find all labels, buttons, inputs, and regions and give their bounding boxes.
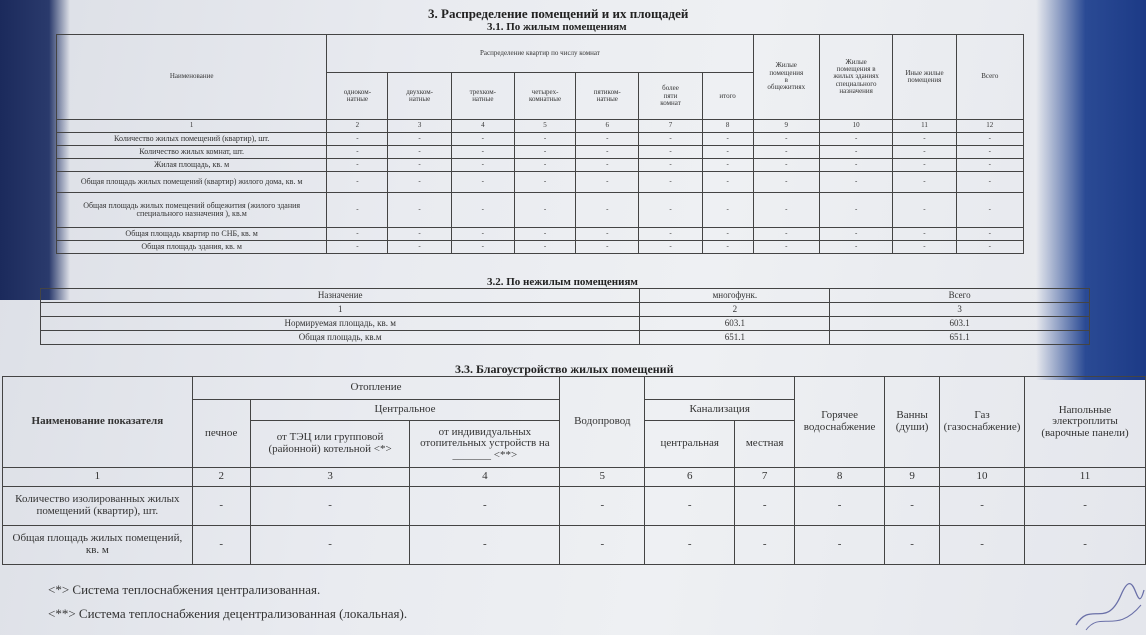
cell-value: - bbox=[576, 146, 639, 159]
cell-value: - bbox=[639, 133, 702, 146]
cell-value: - bbox=[639, 159, 702, 172]
cell-value: - bbox=[451, 228, 514, 241]
cell-value: - bbox=[795, 526, 885, 565]
column-numbers-row bbox=[57, 120, 1024, 133]
cell-value: - bbox=[250, 526, 410, 565]
column-number: 11 bbox=[893, 120, 956, 133]
column-number: 9 bbox=[885, 468, 940, 487]
cell-value: - bbox=[639, 193, 702, 228]
hot-water-header: Горячее водоснабжение bbox=[795, 377, 885, 468]
cell-value: - bbox=[956, 193, 1023, 228]
cell-value: - bbox=[327, 228, 388, 241]
cell-value: - bbox=[956, 146, 1023, 159]
table3-title: 3.3. Благоустройство жилых помещений bbox=[455, 362, 674, 376]
cell-value: - bbox=[451, 146, 514, 159]
rooms-header: двухком- натные bbox=[388, 73, 451, 120]
cell-value: - bbox=[819, 172, 892, 193]
cell-value: - bbox=[819, 241, 892, 254]
row-label: Жилая площадь, кв. м bbox=[57, 159, 327, 172]
cell-value: - bbox=[639, 241, 702, 254]
cell-value: - bbox=[514, 146, 575, 159]
cell-value: - bbox=[885, 526, 940, 565]
footnote-central: <*> Система теплоснабжения централизованная. bbox=[48, 582, 321, 597]
cell-value: - bbox=[735, 487, 795, 526]
cell-value: - bbox=[514, 133, 575, 146]
sewer-header-spacer bbox=[645, 377, 795, 400]
column-number: 6 bbox=[576, 120, 639, 133]
cell-value: - bbox=[410, 526, 560, 565]
table-row bbox=[57, 172, 1024, 193]
sewer-central-header: центральная bbox=[645, 421, 735, 468]
table-row bbox=[3, 526, 1146, 565]
cell-value: - bbox=[639, 172, 702, 193]
column-number: 10 bbox=[940, 468, 1025, 487]
nonresidential-table bbox=[40, 288, 1090, 345]
row-label: Общая площадь здания, кв. м bbox=[57, 241, 327, 254]
column-number: 1 bbox=[3, 468, 193, 487]
cell-value: - bbox=[819, 228, 892, 241]
cell-value: - bbox=[735, 526, 795, 565]
cell-value: - bbox=[327, 172, 388, 193]
cell-value: - bbox=[702, 146, 753, 159]
water-header: Водопровод bbox=[560, 377, 645, 468]
cell-value: - bbox=[893, 133, 956, 146]
amenities-table bbox=[2, 376, 1146, 565]
special-header: Жилые помещения в жилых зданиях специального назначения bbox=[819, 35, 892, 120]
cell-value: - bbox=[388, 172, 451, 193]
cell-value: - bbox=[192, 526, 250, 565]
rooms-header: более пяти комнат bbox=[639, 73, 702, 120]
cell-value: - bbox=[893, 193, 956, 228]
cell-value: - bbox=[451, 193, 514, 228]
cell-value: - bbox=[451, 241, 514, 254]
cell-value: - bbox=[702, 241, 753, 254]
residential-table bbox=[56, 34, 1024, 254]
cell-value: - bbox=[576, 228, 639, 241]
rooms-header: одноком- натные bbox=[327, 73, 388, 120]
cell-value: - bbox=[753, 193, 819, 228]
section-title: 3. Распределение помещений и их площадей bbox=[428, 6, 689, 21]
column-number: 4 bbox=[410, 468, 560, 487]
cell-value: - bbox=[702, 172, 753, 193]
rooms-header: итого bbox=[702, 73, 753, 120]
cell-value: - bbox=[893, 146, 956, 159]
cell-value: - bbox=[388, 241, 451, 254]
cell-value: - bbox=[639, 146, 702, 159]
cell-value: - bbox=[753, 172, 819, 193]
dorm-header: Жилые помещения в общежитиях bbox=[753, 35, 819, 120]
cell-value: - bbox=[250, 487, 410, 526]
cell-value: - bbox=[1025, 487, 1146, 526]
column-number: 5 bbox=[514, 120, 575, 133]
column-number: 12 bbox=[956, 120, 1023, 133]
row-label: Общая площадь, кв.м bbox=[41, 331, 640, 345]
column-number: 8 bbox=[702, 120, 753, 133]
cell-value: - bbox=[940, 487, 1025, 526]
row-label: Количество жилых помещений (квартир), шт. bbox=[57, 133, 327, 146]
cell-value: - bbox=[956, 172, 1023, 193]
cell-value: - bbox=[576, 172, 639, 193]
table-row bbox=[57, 133, 1024, 146]
footnote-decentral: <**> Система теплоснабжения децентрализованная (локальная). bbox=[48, 606, 408, 621]
table-row bbox=[57, 159, 1024, 172]
rooms-header: четырех- комнатные bbox=[514, 73, 575, 120]
cell-value: - bbox=[576, 133, 639, 146]
row-label: Количество жилых комнат, шт. bbox=[57, 146, 327, 159]
central-heating-header: Центральное bbox=[250, 400, 560, 421]
signature-icon bbox=[1066, 580, 1146, 635]
cell-value: - bbox=[576, 193, 639, 228]
column-number: 7 bbox=[735, 468, 795, 487]
stove-heating-header: печное bbox=[192, 400, 250, 468]
total-value: 603.1 bbox=[830, 317, 1090, 331]
baths-header: Ванны (души) bbox=[885, 377, 940, 468]
individual-heating-header: от индивидуальных отопительных устройств на _______ <**> bbox=[410, 421, 560, 468]
column-number: 1 bbox=[57, 120, 327, 133]
cell-value: - bbox=[451, 159, 514, 172]
rooms-header: трехком- натные bbox=[451, 73, 514, 120]
cell-value: - bbox=[576, 241, 639, 254]
cell-value: - bbox=[893, 241, 956, 254]
row-label: Количество изолированных жилых помещений (квартир), шт. bbox=[3, 487, 193, 526]
cell-value: - bbox=[819, 133, 892, 146]
multifunctional-header: многофунк. bbox=[640, 289, 830, 303]
column-number: 9 bbox=[753, 120, 819, 133]
tec-heating-header: от ТЭЦ или групповой (районной) котельной <*> bbox=[250, 421, 410, 468]
row-label: Нормируемая площадь, кв. м bbox=[41, 317, 640, 331]
column-number: 11 bbox=[1025, 468, 1146, 487]
cell-value: - bbox=[753, 146, 819, 159]
row-label: Общая площадь жилых помещений общежития (жилого здания специального назначения ), кв.м bbox=[57, 193, 327, 228]
column-number: 1 bbox=[41, 303, 640, 317]
cell-value: - bbox=[795, 487, 885, 526]
electric-stoves-header: Напольные электроплиты (варочные панели) bbox=[1025, 377, 1146, 468]
purpose-header: Назначение bbox=[41, 289, 640, 303]
column-number: 5 bbox=[560, 468, 645, 487]
table2-title: 3.2. По нежилым помещениям bbox=[487, 276, 638, 288]
cell-value: - bbox=[819, 193, 892, 228]
cell-value: - bbox=[327, 146, 388, 159]
cell-value: - bbox=[1025, 526, 1146, 565]
table-row bbox=[57, 193, 1024, 228]
rooms-header: пятиком- натные bbox=[576, 73, 639, 120]
cell-value: - bbox=[956, 241, 1023, 254]
cell-value: - bbox=[639, 228, 702, 241]
cell-value: - bbox=[514, 241, 575, 254]
cell-value: - bbox=[514, 193, 575, 228]
cell-value: - bbox=[753, 228, 819, 241]
sewer-header: Канализация bbox=[645, 400, 795, 421]
cell-value: - bbox=[940, 526, 1025, 565]
cell-value: - bbox=[702, 228, 753, 241]
cell-value: - bbox=[451, 133, 514, 146]
cell-value: - bbox=[753, 133, 819, 146]
cell-value: - bbox=[885, 487, 940, 526]
table1-title: 3.1. По жилым помещениям bbox=[487, 21, 627, 33]
column-number: 8 bbox=[795, 468, 885, 487]
cell-value: - bbox=[645, 526, 735, 565]
cell-value: - bbox=[388, 159, 451, 172]
column-number: 4 bbox=[451, 120, 514, 133]
cell-value: - bbox=[327, 241, 388, 254]
cell-value: - bbox=[893, 172, 956, 193]
column-number: 2 bbox=[192, 468, 250, 487]
name-header: Наименование bbox=[57, 35, 327, 120]
cell-value: - bbox=[514, 172, 575, 193]
cell-value: - bbox=[327, 133, 388, 146]
cell-value: - bbox=[388, 133, 451, 146]
sewer-local-header: местная bbox=[735, 421, 795, 468]
cell-value: - bbox=[645, 487, 735, 526]
cell-value: - bbox=[327, 193, 388, 228]
cell-value: - bbox=[560, 526, 645, 565]
cell-value: - bbox=[388, 146, 451, 159]
cell-value: - bbox=[956, 228, 1023, 241]
cell-value: - bbox=[893, 159, 956, 172]
indicator-name-header: Наименование показателя bbox=[3, 377, 193, 468]
column-number: 3 bbox=[388, 120, 451, 133]
cell-value: - bbox=[893, 228, 956, 241]
cell-value: - bbox=[819, 159, 892, 172]
cell-value: - bbox=[702, 193, 753, 228]
column-number: 3 bbox=[830, 303, 1090, 317]
multifunctional-value: 603.1 bbox=[640, 317, 830, 331]
cell-value: - bbox=[956, 159, 1023, 172]
table-row bbox=[41, 317, 1090, 331]
table-row bbox=[57, 241, 1024, 254]
cell-value: - bbox=[753, 159, 819, 172]
column-number: 3 bbox=[250, 468, 410, 487]
cell-value: - bbox=[388, 193, 451, 228]
table-row bbox=[41, 331, 1090, 345]
table-row bbox=[57, 146, 1024, 159]
cell-value: - bbox=[192, 487, 250, 526]
column-numbers-row bbox=[3, 468, 1146, 487]
cell-value: - bbox=[560, 487, 645, 526]
cell-value: - bbox=[702, 159, 753, 172]
cell-value: - bbox=[514, 159, 575, 172]
cell-value: - bbox=[514, 228, 575, 241]
column-number: 10 bbox=[819, 120, 892, 133]
total-header: Всего bbox=[830, 289, 1090, 303]
cell-value: - bbox=[956, 133, 1023, 146]
cell-value: - bbox=[819, 146, 892, 159]
cell-value: - bbox=[576, 159, 639, 172]
rooms-group-header: Распределение квартир по числу комнат bbox=[327, 35, 753, 73]
column-number: 2 bbox=[640, 303, 830, 317]
row-label: Общая площадь квартир по СНБ, кв. м bbox=[57, 228, 327, 241]
cell-value: - bbox=[327, 159, 388, 172]
cell-value: - bbox=[702, 133, 753, 146]
cell-value: - bbox=[451, 172, 514, 193]
row-label: Общая площадь жилых помещений (квартир) жилого дома, кв. м bbox=[57, 172, 327, 193]
total-value: 651.1 bbox=[830, 331, 1090, 345]
heating-header: Отопление bbox=[192, 377, 560, 400]
table-row bbox=[3, 487, 1146, 526]
multifunctional-value: 651.1 bbox=[640, 331, 830, 345]
other-header: Иные жилые помещения bbox=[893, 35, 956, 120]
row-label: Общая площадь жилых помещений, кв. м bbox=[3, 526, 193, 565]
column-number: 2 bbox=[327, 120, 388, 133]
cell-value: - bbox=[388, 228, 451, 241]
column-number: 6 bbox=[645, 468, 735, 487]
total-header: Всего bbox=[956, 35, 1023, 120]
cell-value: - bbox=[753, 241, 819, 254]
cell-value: - bbox=[410, 487, 560, 526]
column-number: 7 bbox=[639, 120, 702, 133]
table-row bbox=[57, 228, 1024, 241]
gas-header: Газ (газоснабжение) bbox=[940, 377, 1025, 468]
